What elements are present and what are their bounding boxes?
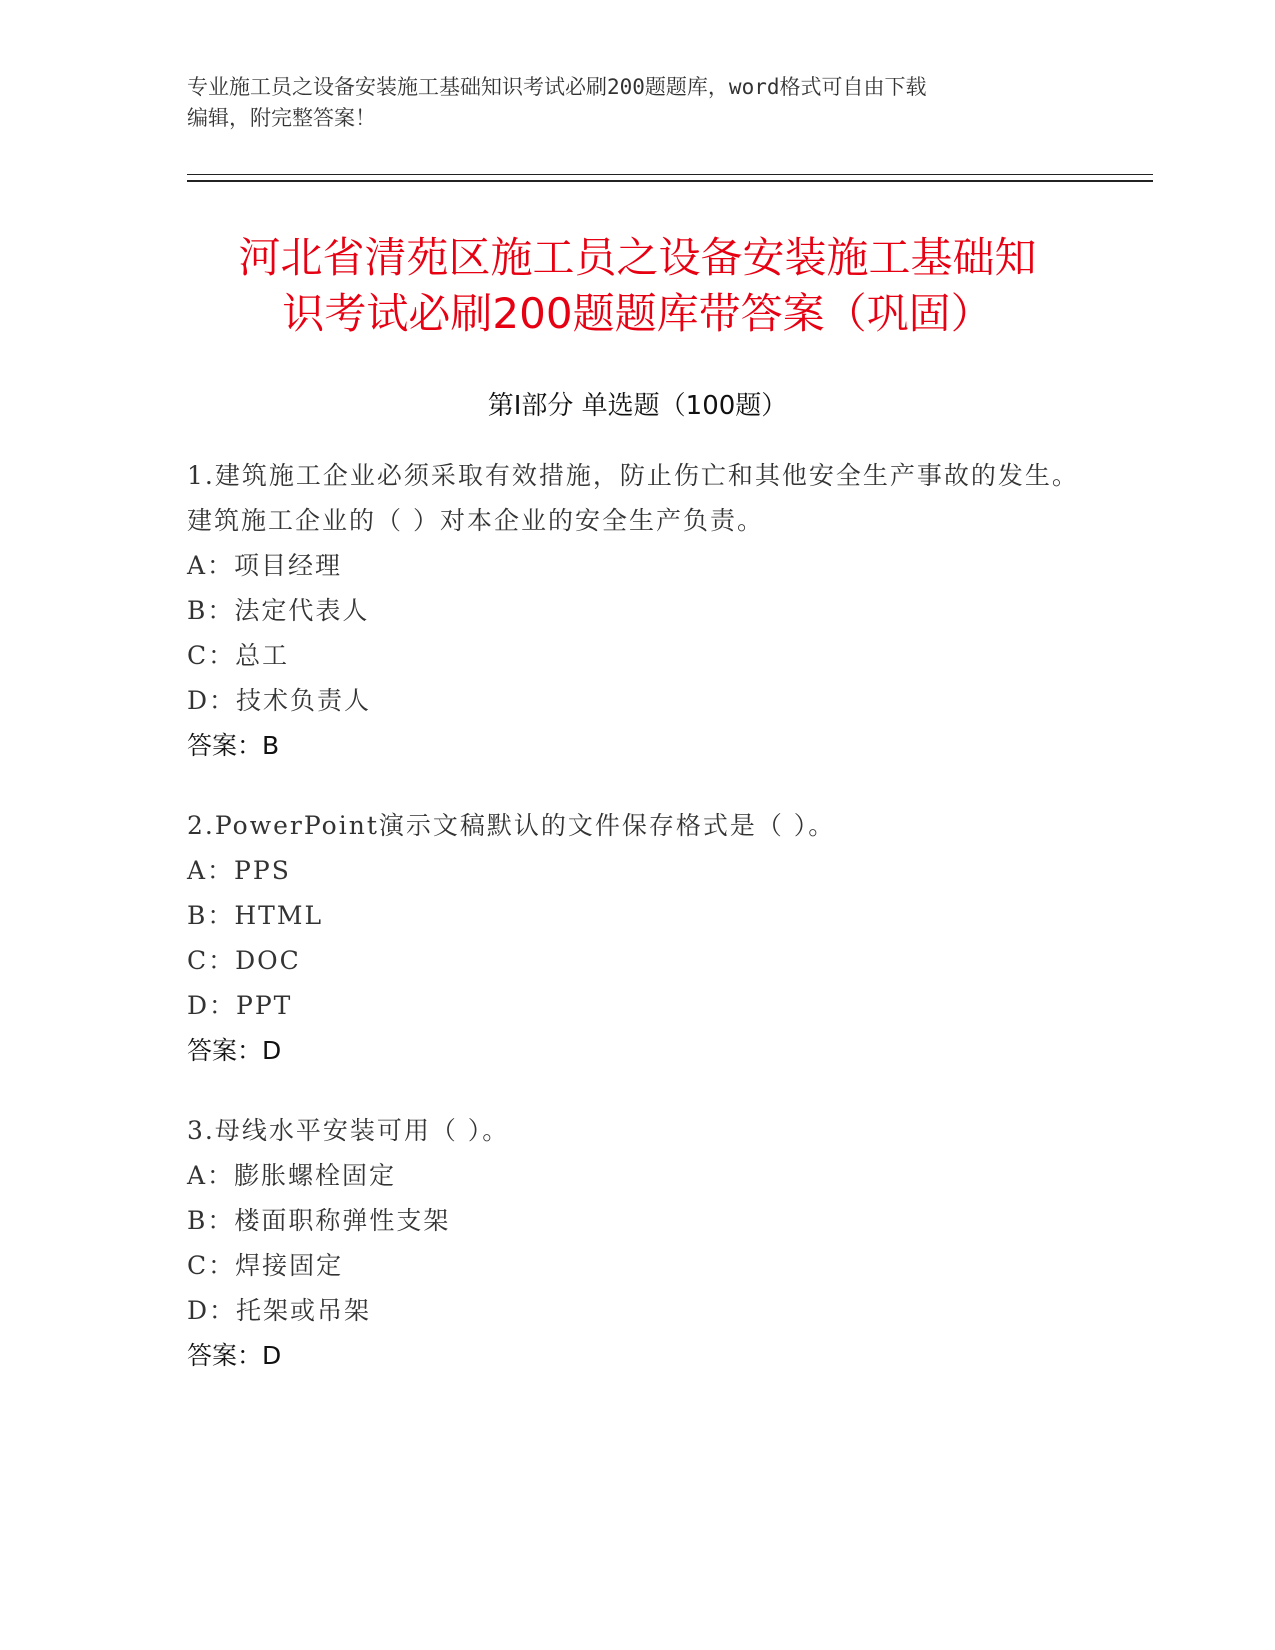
- question-1: [187, 453, 1087, 768]
- header-note-line-2: 编辑，附完整答案！: [187, 106, 376, 130]
- question-stem: 2.PowerPoint演示文稿默认的文件保存格式是（ ）。: [187, 811, 836, 840]
- option-c: C：DOC: [187, 946, 301, 975]
- option-b: B：HTML: [187, 901, 324, 930]
- section-heading: 第I部分 单选题（100题）: [487, 391, 788, 421]
- document-title-line-2: 识考试必刷200题题库带答案（巩固）: [282, 289, 993, 338]
- option-a: A：膨胀螺栓固定: [187, 1161, 397, 1190]
- question-3: [187, 1108, 1087, 1378]
- option-c: C：总工: [187, 641, 290, 670]
- answer: 答案：B: [187, 731, 280, 760]
- option-b: B：楼面职称弹性支架: [187, 1206, 451, 1235]
- answer: 答案：D: [187, 1341, 282, 1370]
- header-divider-thin: [187, 174, 1153, 175]
- option-d: D：PPT: [187, 991, 293, 1020]
- option-d: D：技术负责人: [187, 686, 372, 715]
- option-c: C：焊接固定: [187, 1251, 344, 1280]
- answer: 答案：D: [187, 1036, 282, 1065]
- document-title: [150, 230, 1125, 342]
- option-b: B：法定代表人: [187, 596, 370, 625]
- option-a: A：PPS: [187, 856, 291, 885]
- header-divider-thick: [187, 180, 1153, 182]
- question-2: [187, 803, 1087, 1073]
- header-note: [187, 72, 1067, 134]
- option-a: A：项目经理: [187, 551, 343, 580]
- option-d: D：托架或吊架: [187, 1296, 372, 1325]
- document-title-line-1: 河北省清苑区施工员之设备安装施工基础知: [238, 233, 1037, 282]
- question-stem: 3.母线水平安装可用（ ）。: [187, 1116, 510, 1145]
- question-stem: 1.建筑施工企业必须采取有效措施，防止伤亡和其他安全生产事故的发生。建筑施工企业的（ ）对本企业的安全生产负责。: [187, 461, 1079, 535]
- header-note-line-1: 专业施工员之设备安装施工基础知识考试必刷200题题库，word格式可自由下载: [187, 75, 927, 99]
